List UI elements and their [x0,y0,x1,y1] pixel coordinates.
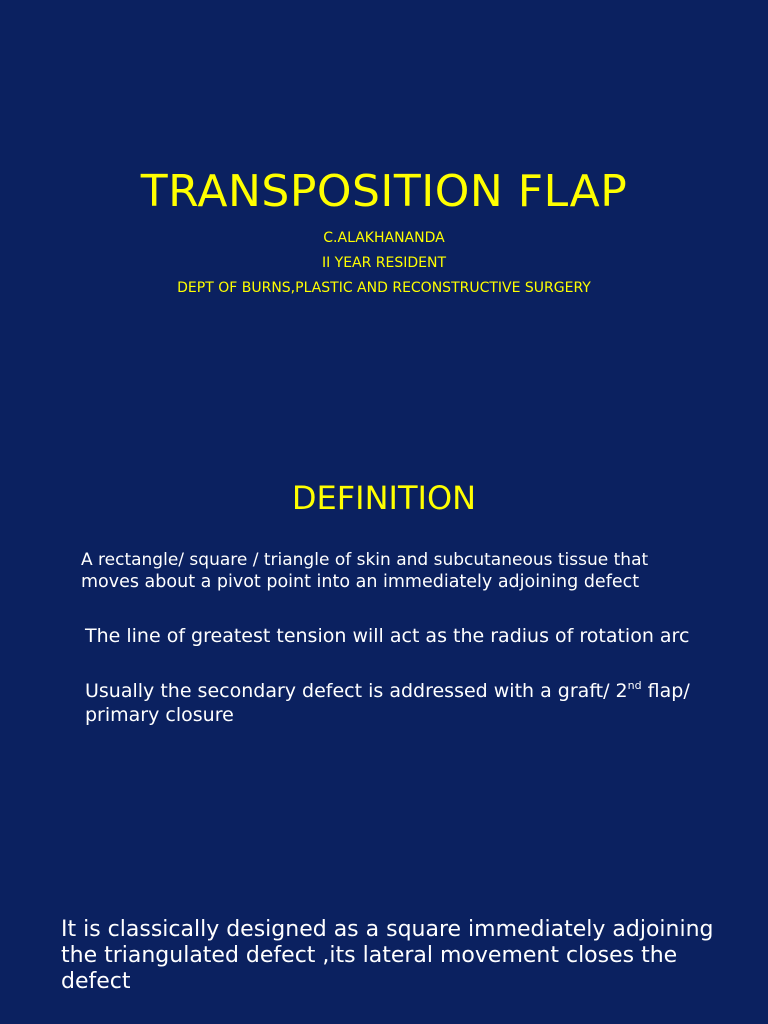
title-slide [0,0,768,410]
definition-point-3-tail: flap/ primary closure [85,680,690,726]
definition-point-1-lead: A rectangle/ square / triangle of skin and subcutaneous tissue that [81,550,649,570]
section-heading: DEFINITION [291,479,477,517]
closing-statement: It is classically designed as a square immediately adjoining the triangulated defect ,its lateral movement closes the defect [61,917,714,994]
ordinal-superscript: nd [627,679,642,692]
definition-point-3 [85,679,725,727]
definition-point-1 [81,549,721,593]
definition-slide [0,410,768,1024]
definition-point-1-rest: moves about a pivot point into an immediately adjoining defect [81,572,640,592]
definition-point-3-text: Usually the secondary defect is addressed with a graft/ 2 [85,680,628,702]
slide-title: TRANSPOSITION FLAP [140,166,628,217]
definition-point-2: The line of greatest tension will act as the radius of rotation arc [85,625,690,647]
department-name: DEPT OF BURNS,PLASTIC AND RECONSTRUCTIVE SURGERY [177,280,591,296]
author-position: II YEAR RESIDENT [321,255,447,271]
author-name: C.ALAKHANANDA [323,230,445,246]
